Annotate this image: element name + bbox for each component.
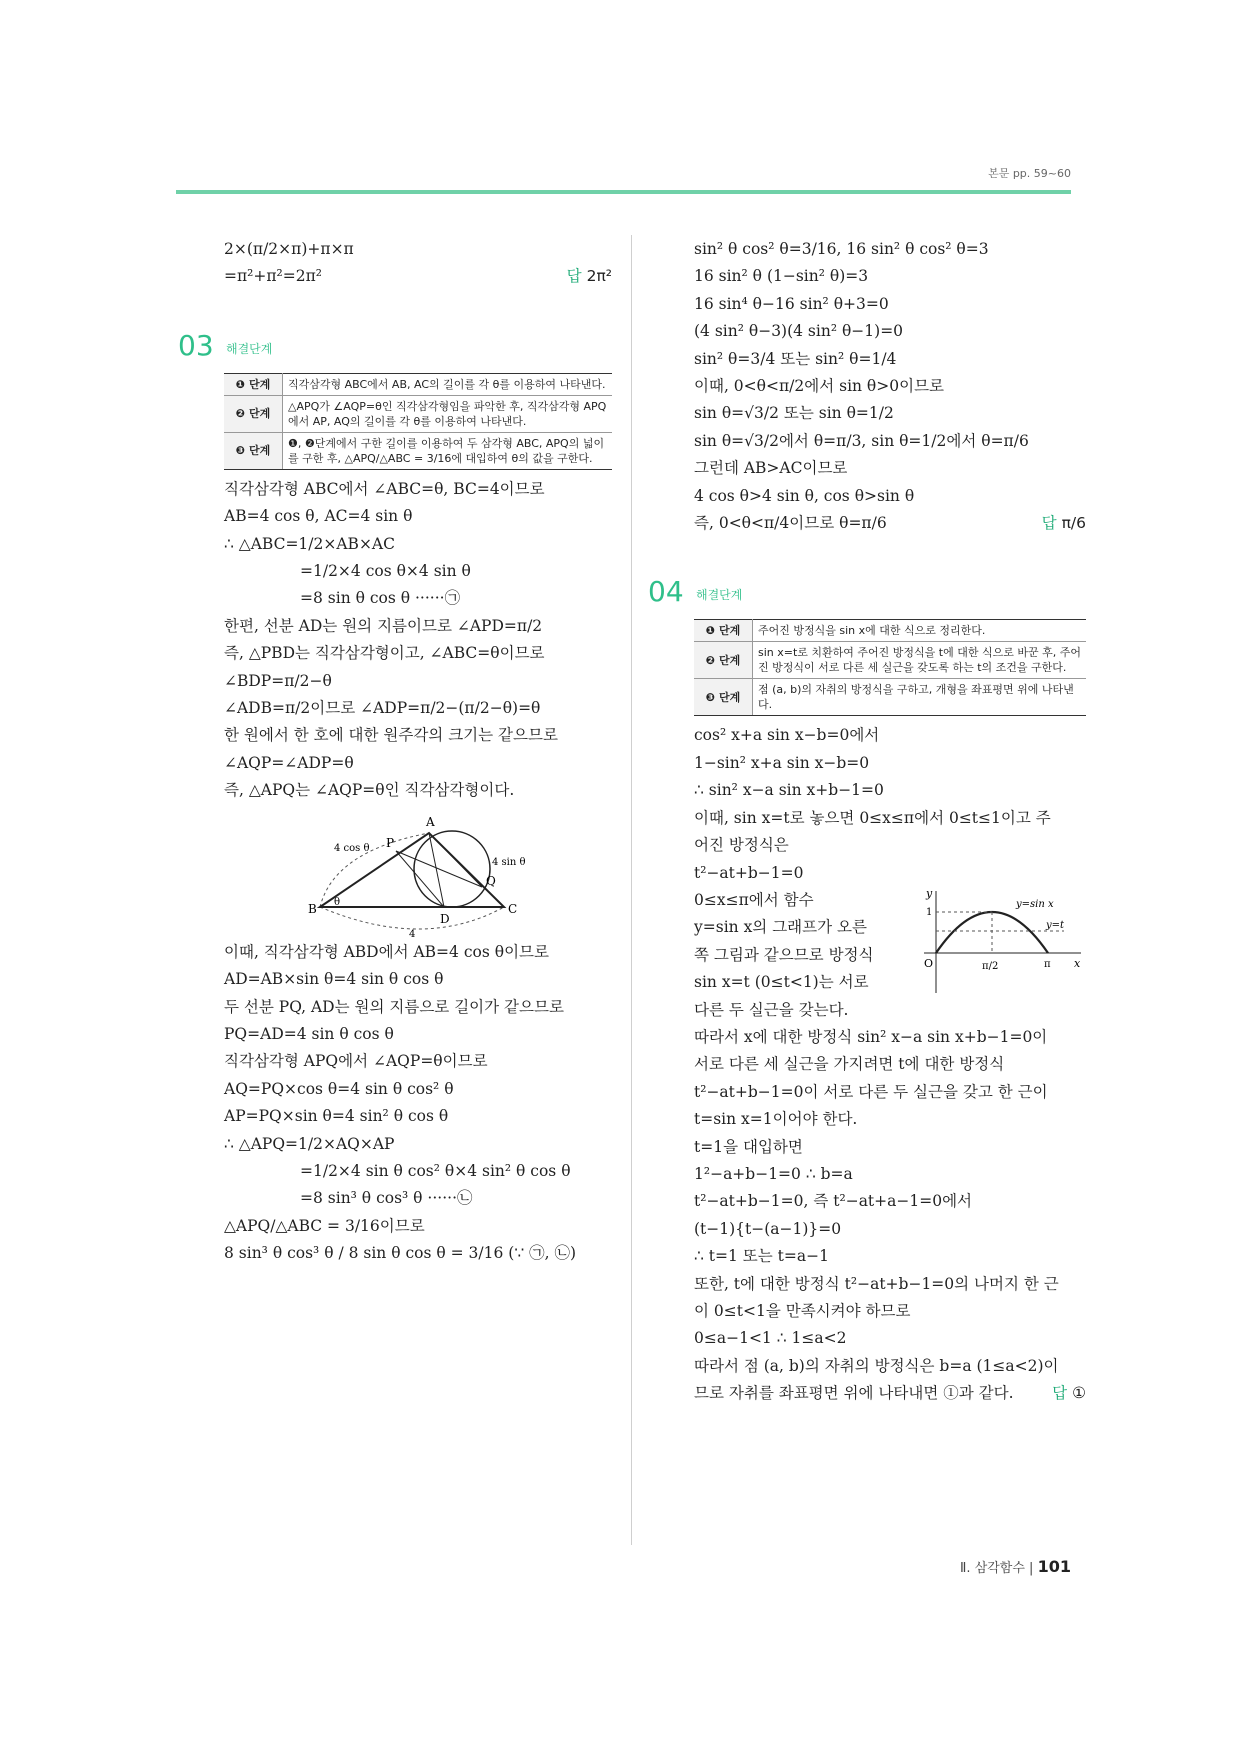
text-line: 이때, sin x=t로 놓으면 0≤x≤π에서 0≤t≤1이고 주 bbox=[694, 808, 1051, 827]
text-line: =8 sin θ cos θ ······㉠ bbox=[300, 589, 461, 608]
label-d: D bbox=[440, 911, 450, 926]
steps-table bbox=[224, 373, 612, 470]
text-line: 1²−a+b−1=0 ∴ b=a bbox=[694, 1164, 853, 1183]
circle bbox=[414, 831, 490, 907]
label-theta: θ bbox=[334, 896, 341, 908]
text-line: =1/2×4 sin θ cos² θ×4 sin² θ cos θ bbox=[300, 1161, 571, 1180]
segment-aq bbox=[429, 833, 482, 887]
section-title: 해결단계 bbox=[696, 588, 743, 603]
text-line: PQ=AD=4 sin θ cos θ bbox=[224, 1024, 394, 1043]
step-label: ❶ 단계 bbox=[224, 373, 283, 395]
text-line: 답 ① 므로 자취를 좌표평면 위에 나타내면 ①과 같다. bbox=[694, 1380, 1086, 1407]
left-column bbox=[178, 236, 612, 1268]
label-q: Q bbox=[486, 873, 496, 888]
section-04-header bbox=[648, 575, 1086, 611]
text-line: t²−at+b−1=0, 즉 t²−at+a−1=0에서 bbox=[694, 1192, 973, 1211]
text-line: t=1을 대입하면 bbox=[694, 1137, 803, 1156]
label-one: 1 bbox=[926, 906, 933, 918]
page-footer bbox=[960, 1557, 1071, 1576]
section-03-header bbox=[178, 329, 612, 365]
text-line: 즉, △APQ는 ∠AQP=θ인 직각삼각형이다. bbox=[224, 781, 515, 800]
label-curve: y=sin x bbox=[1016, 898, 1054, 910]
answer-badge: 답 2π² bbox=[566, 267, 612, 286]
page-number: 101 bbox=[1037, 1557, 1071, 1576]
step-row bbox=[224, 432, 612, 469]
header-rule bbox=[176, 190, 1071, 194]
label-y: y bbox=[926, 886, 933, 900]
text-line: AB=4 cos θ, AC=4 sin θ bbox=[224, 507, 413, 526]
text-line: sin² θ cos² θ=3/16, 16 sin² θ cos² θ=3 bbox=[694, 240, 989, 258]
step-row bbox=[224, 373, 612, 395]
text-line: 그런데 AB>AC이므로 bbox=[694, 459, 848, 478]
section-number: 03 bbox=[178, 328, 214, 362]
label-a: A bbox=[426, 814, 435, 829]
text-line: t=sin x=1이어야 한다. bbox=[694, 1110, 858, 1129]
text-line: AD=AB×sin θ=4 sin θ cos θ bbox=[224, 970, 444, 989]
text-line: 0≤x≤π에서 함수 bbox=[694, 890, 814, 909]
section-title: 해결단계 bbox=[226, 341, 273, 356]
text-line: 따라서 x에 대한 방정식 sin² x−a sin x+b−1=0이 bbox=[694, 1027, 1048, 1046]
label-b: B bbox=[308, 901, 317, 916]
text-line: 또한, t에 대한 방정식 t²−at+b−1=0의 나머지 한 근 bbox=[694, 1274, 1059, 1293]
text-line: sin² θ=3/4 또는 sin² θ=1/4 bbox=[694, 349, 897, 368]
text-line: 직각삼각형 ABC에서 ∠ABC=θ, BC=4이므로 bbox=[224, 479, 545, 498]
column-divider bbox=[631, 235, 632, 1545]
text-line: =1/2×4 cos θ×4 sin θ bbox=[300, 562, 471, 581]
label-ac-length: 4 sin θ bbox=[492, 856, 526, 868]
text-line: ∴ t=1 또는 t=a−1 bbox=[694, 1247, 829, 1266]
label-pi: π bbox=[1044, 958, 1051, 970]
text-line: 이 0≤t<1을 만족시켜야 하므로 bbox=[694, 1302, 911, 1320]
text-line: 4 cos θ>4 sin θ, cos θ>sin θ bbox=[694, 486, 915, 505]
step-label: ❷ 단계 bbox=[224, 395, 283, 432]
text-line: ∠BDP=π/2−θ bbox=[224, 671, 332, 690]
text-line: ∴ △APQ=1/2×AQ×AP bbox=[224, 1134, 395, 1153]
text-line: 두 선분 PQ, AD는 원의 지름으로 길이가 같으므로 bbox=[224, 997, 564, 1016]
page-reference: 본문 pp. 59~60 bbox=[988, 167, 1071, 180]
steps-table bbox=[694, 619, 1086, 716]
label-p: P bbox=[386, 835, 395, 850]
graph-block bbox=[694, 887, 1086, 1024]
text-line: (t−1){t−(a−1)}=0 bbox=[694, 1219, 842, 1238]
step-text: 직각삼각형 ABC에서 AB, AC의 길이를 각 θ를 이용하여 나타낸다. bbox=[283, 373, 613, 395]
text-line: sin x=t (0≤t<1)는 서로 bbox=[694, 973, 869, 992]
answer-badge: 답 ① bbox=[1052, 1384, 1086, 1403]
step-row bbox=[224, 395, 612, 432]
text-line: 한 원에서 한 호에 대한 원주각의 크기는 같으므로 bbox=[224, 726, 558, 745]
text-line: 다른 두 실근을 갖는다. bbox=[694, 1000, 849, 1019]
text-line: 한편, 선분 AD는 원의 지름이므로 ∠APD=π/2 bbox=[224, 616, 543, 635]
label-half-pi: π/2 bbox=[982, 960, 999, 972]
text-line: AP=PQ×sin θ=4 sin² θ cos θ bbox=[224, 1107, 449, 1126]
step-label: ❸ 단계 bbox=[694, 679, 753, 716]
text-line: sin θ=√3/2에서 θ=π/3, sin θ=1/2에서 θ=π/6 bbox=[694, 431, 1029, 450]
label-x: x bbox=[1074, 956, 1081, 970]
text-line: 이때, 직각삼각형 ABD에서 AB=4 cos θ이므로 bbox=[224, 942, 549, 961]
step-label: ❶ 단계 bbox=[694, 620, 753, 642]
dashed-brace-bc bbox=[320, 907, 504, 929]
step-text: 주어진 방정식을 sin x에 대한 식으로 정리한다. bbox=[753, 620, 1087, 642]
step-row bbox=[694, 620, 1086, 642]
step-text: sin x=t로 치환하여 주어진 방정식을 t에 대한 식으로 바꾼 후, 주어진 방정식이 서로 다른 세 실근을 갖도록 하는 t의 조건을 구한다. bbox=[753, 642, 1087, 679]
text-line: 어진 방정식은 bbox=[694, 836, 789, 855]
text-line: t²−at+b−1=0이 서로 다른 두 실근을 갖고 한 근이 bbox=[694, 1082, 1048, 1101]
text-line: ∠AQP=∠ADP=θ bbox=[224, 753, 354, 772]
text-line: 쪽 그림과 같으므로 방정식 bbox=[694, 945, 874, 964]
right-column bbox=[648, 236, 1086, 1408]
text-line: 1−sin² x+a sin x−b=0 bbox=[694, 753, 870, 772]
step-row bbox=[694, 679, 1086, 716]
text-line: 답 2π² =π²+π²=2π² bbox=[224, 263, 612, 290]
answer-badge: 답 π/6 bbox=[1041, 514, 1086, 533]
step-label: ❸ 단계 bbox=[224, 432, 283, 469]
label-bc-length: 4 bbox=[409, 928, 416, 940]
text-line: 답 π/6 즉, 0<θ<π/4이므로 θ=π/6 bbox=[694, 510, 1086, 537]
text-line: 서로 다른 세 실근을 가지려면 t에 대한 방정식 bbox=[694, 1055, 1005, 1074]
text-line: 16 sin⁴ θ−16 sin² θ+3=0 bbox=[694, 294, 889, 313]
text-line: 0≤a−1<1 ∴ 1≤a<2 bbox=[694, 1329, 847, 1348]
text-line: t²−at+b−1=0 bbox=[694, 863, 804, 882]
text-line: 16 sin² θ (1−sin² θ)=3 bbox=[694, 267, 869, 286]
triangle-circle-figure bbox=[304, 811, 534, 940]
label-origin: O bbox=[924, 956, 934, 970]
step-row bbox=[694, 642, 1086, 679]
sine-graph bbox=[916, 887, 1086, 997]
section-number: 04 bbox=[648, 575, 684, 609]
text-line: ∴ sin² x−a sin x+b−1=0 bbox=[694, 781, 884, 800]
text-line: 2×(π/2×π)+π×π bbox=[224, 240, 354, 258]
label-c: C bbox=[508, 901, 518, 916]
segment-pd bbox=[396, 851, 444, 907]
text-line: 이때, 0<θ<π/2에서 sin θ>0이므로 bbox=[694, 377, 945, 396]
text-line: 즉, △PBD는 직각삼각형이고, ∠ABC=θ이므로 bbox=[224, 644, 545, 663]
text-line: AQ=PQ×cos θ=4 sin θ cos² θ bbox=[224, 1079, 454, 1098]
label-ab-length: 4 cos θ bbox=[334, 842, 370, 854]
text-line: 따라서 점 (a, b)의 자취의 방정식은 b=a (1≤a<2)이 bbox=[694, 1356, 1059, 1375]
text-line: 8 sin³ θ cos³ θ / 8 sin θ cos θ = 3/16 (∵ ㉠, ㉡) bbox=[224, 1244, 577, 1263]
text-line: △APQ/△ABC = 3/16이므로 bbox=[224, 1216, 425, 1235]
text-line: ∠ADB=π/2이므로 ∠ADP=π/2−(π/2−θ)=θ bbox=[224, 699, 541, 718]
chapter-label: Ⅱ. 삼각함수 | bbox=[960, 1561, 1034, 1576]
text-line: sin θ=√3/2 또는 sin θ=1/2 bbox=[694, 404, 894, 423]
text-line: 직각삼각형 APQ에서 ∠AQP=θ이므로 bbox=[224, 1052, 488, 1071]
step-label: ❷ 단계 bbox=[694, 642, 753, 679]
label-line: y=t bbox=[1046, 919, 1065, 931]
text-line: y=sin x의 그래프가 오른 bbox=[694, 918, 867, 937]
text-line: ∴ △ABC=1/2×AB×AC bbox=[224, 534, 395, 553]
step-text: △APQ가 ∠AQP=θ인 직각삼각형임을 파악한 후, 직각삼각형 APQ에서 AP, AQ의 길이를 각 θ를 이용하여 나타낸다. bbox=[283, 395, 613, 432]
step-text: 점 (a, b)의 자취의 방정식을 구하고, 개형을 좌표평면 위에 나타낸다. bbox=[753, 679, 1087, 716]
text-line: cos² x+a sin x−b=0에서 bbox=[694, 726, 880, 745]
step-text: ❶, ❷단계에서 구한 길이를 이용하여 두 삼각형 ABC, APQ의 넓이를 구한 후, △APQ/△ABC = 3/16에 대입하여 θ의 값을 구한다. bbox=[283, 432, 613, 469]
text-line: (4 sin² θ−3)(4 sin² θ−1)=0 bbox=[694, 322, 904, 341]
text-line: =8 sin³ θ cos³ θ ······㉡ bbox=[300, 1189, 473, 1208]
